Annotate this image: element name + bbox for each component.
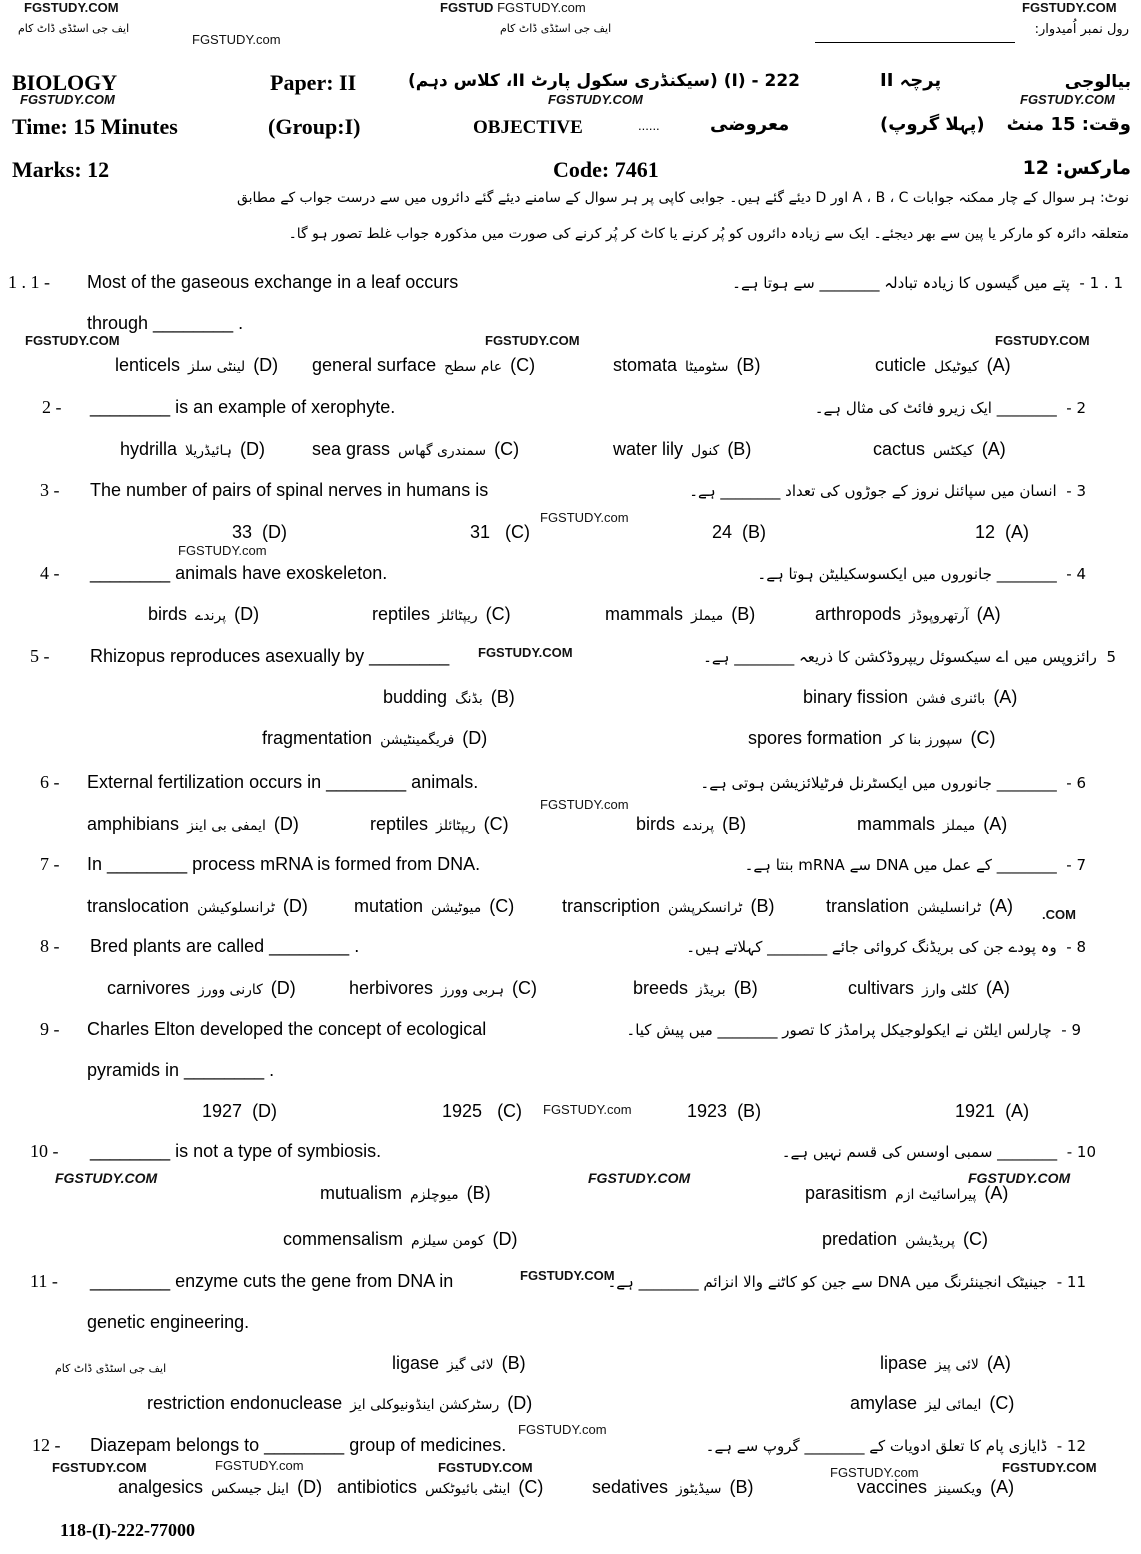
- watermark: FGSTUD: [440, 0, 494, 15]
- question-text: Diazepam belongs to ________ group of medicines.: [90, 1435, 507, 1455]
- question-number: 8 -: [40, 936, 60, 956]
- watermark: FGSTUDY.COM: [548, 92, 643, 107]
- watermark: FGSTUDY.com: [543, 1102, 632, 1117]
- option-a[interactable]: binary fission بائنری فشن (A): [803, 687, 1018, 707]
- option-d[interactable]: amphibians ایمفی بی اینز (D): [87, 814, 299, 834]
- section-type: OBJECTIVE: [473, 117, 583, 138]
- watermark: FGSTUDY.COM: [438, 1460, 533, 1475]
- option-a[interactable]: arthropods آرتھروپوڈز (A): [815, 604, 1001, 624]
- watermark: FGSTUDY.COM: [588, 1170, 691, 1186]
- instructions-line-2: متعلقہ دائرہ کو مارکر یا پین سے بھر دیجئے۔ ایک سے زیادہ دائروں کو پُر کرنے یا کاٹ کر پُر کرنے کی صورت میں مذکورہ جواب غلط تصور ہو گا۔: [288, 226, 1129, 242]
- question-number: 5 -: [30, 646, 50, 666]
- question-urdu: 3 - انسان میں سپائنل نروز کے جوڑوں کی تعداد ________ ہے۔: [689, 482, 1086, 500]
- paper-code: Code: 7461: [553, 157, 659, 182]
- time-allowed: Time: 15 Minutes: [12, 114, 178, 139]
- watermark-urdu: ایف جی اسٹڈی ڈاٹ کام: [18, 22, 130, 35]
- watermark: FGSTUDY.COM: [55, 1170, 158, 1186]
- question-text: The number of pairs of spinal nerves in humans is: [90, 480, 489, 500]
- option-c[interactable]: herbivores ہربی وورز (C): [349, 978, 538, 998]
- watermark: FGSTUDY.COM: [52, 1460, 147, 1475]
- option-c[interactable]: amylase ایمائی لیز (C): [850, 1393, 1015, 1413]
- question-number: 4 -: [40, 563, 60, 583]
- question-urdu: 8 - وہ پودے جن کی بریڈنگ کروائی جائے ________ کہلاتے ہیں۔: [686, 938, 1086, 956]
- option-c[interactable]: 1925 (C): [442, 1101, 523, 1121]
- question-number: 6 -: [40, 772, 60, 792]
- watermark: FGSTUDY.com: [215, 1458, 304, 1473]
- watermark: FGSTUDY.com: [540, 797, 629, 812]
- question-text-cont: pyramids in ________ .: [87, 1060, 275, 1080]
- group-label-urdu: (پہلا گروپ): [880, 114, 985, 135]
- watermark: FGSTUDY.COM: [1020, 92, 1115, 107]
- question-number: 1 . 1 -: [8, 272, 50, 292]
- option-d[interactable]: analgesics اینل جیسکس (D): [118, 1477, 323, 1497]
- question-text: In ________ process mRNA is formed from DNA.: [87, 854, 481, 874]
- option-a[interactable]: 1921 (A): [955, 1101, 1030, 1121]
- question-text: ________ is an example of xerophyte.: [90, 397, 396, 417]
- section-type-urdu: معروضی: [710, 114, 790, 135]
- option-a[interactable]: parasitism پیراسائیٹ ازم (A): [805, 1183, 1009, 1203]
- option-c[interactable]: reptiles ریپٹائلز (C): [372, 604, 511, 624]
- question-text: ________ is not a type of symbiosis.: [90, 1141, 382, 1161]
- question-text: Most of the gaseous exchange in a leaf occurs: [87, 272, 459, 292]
- option-c[interactable]: reptiles ریپٹائلز (C): [370, 814, 509, 834]
- subject-title: BIOLOGY: [12, 70, 118, 95]
- question-text-cont: through ________ .: [87, 313, 244, 333]
- question-text: Rhizopus reproduces asexually by ________: [90, 646, 450, 666]
- option-d[interactable]: lenticels لینٹی سلز (D): [115, 355, 279, 375]
- question-number: 11 -: [30, 1271, 58, 1291]
- watermark: FGSTUDY.com: [497, 0, 586, 15]
- watermark: FGSTUDY.COM: [968, 1170, 1071, 1186]
- watermark: FGSTUDY.COM: [20, 92, 115, 107]
- question-urdu: 10 - ________ سمبی اوسس کی قسم نہیں ہے۔: [781, 1143, 1096, 1161]
- option-c[interactable]: general surface عام سطح (C): [312, 355, 536, 375]
- question-number: 10 -: [30, 1141, 59, 1161]
- option-b[interactable]: 24 (B): [712, 522, 767, 542]
- group-label: (Group:I): [268, 114, 361, 139]
- option-d[interactable]: birds پرندے (D): [148, 604, 260, 624]
- option-d[interactable]: translocation ٹرانسلوکیشن (D): [87, 896, 308, 916]
- option-d[interactable]: fragmentation فریگمینٹیشن (D): [262, 728, 488, 748]
- question-number: 12 -: [32, 1435, 61, 1455]
- option-b[interactable]: breeds بریڈز (B): [633, 978, 758, 998]
- question-urdu: 12 - ڈایازی پام کا تعلق ادویات کے ________ گروپ سے ہے۔: [705, 1437, 1086, 1455]
- option-a[interactable]: translation ٹرانسلیشن (A): [826, 896, 1013, 916]
- question-urdu: 2 - ________ ایک زیرو فائٹ کی مثال ہے۔: [814, 399, 1086, 417]
- option-c[interactable]: mutation میوٹیشن (C): [354, 896, 515, 916]
- option-c[interactable]: spores formation سپورز بنا کر (C): [748, 728, 996, 748]
- question-urdu: 6 - ________ جانوروں میں ایکسٹرنل فرٹیلائزیشن ہوتی ہے۔: [700, 774, 1086, 792]
- question-number: 2 -: [42, 397, 62, 417]
- subject-title-urdu: بیالوجی: [1064, 72, 1131, 92]
- watermark: FGSTUDY.COM: [1002, 1460, 1097, 1475]
- option-c[interactable]: antibiotics اینٹی بائیوٹکس (C): [337, 1477, 544, 1497]
- watermark-urdu: ایف جی اسٹڈی ڈاٹ کام: [55, 1362, 167, 1375]
- watermark: FGSTUDY.com: [540, 510, 629, 525]
- option-b[interactable]: birds پرندے (B): [636, 814, 747, 834]
- option-d[interactable]: 33 (D): [232, 522, 288, 542]
- option-a[interactable]: vaccines ویکسینز (A): [857, 1477, 1015, 1497]
- watermark: FGSTUDY.com: [178, 543, 267, 558]
- watermark: FGSTUDY.COM: [995, 333, 1090, 348]
- paper-number-urdu: پرچہ II: [880, 70, 942, 91]
- option-b[interactable]: sedatives سیڈیٹوز (B): [592, 1477, 754, 1497]
- question-number: 7 -: [40, 854, 60, 874]
- option-b[interactable]: ligase لائی گیز (B): [392, 1353, 526, 1373]
- option-a[interactable]: mammals میملز (A): [857, 814, 1008, 834]
- question-urdu: 4 - ________ جانوروں میں ایکسوسکیلیٹن ہوتا ہے۔: [757, 565, 1086, 583]
- option-c[interactable]: sea grass سمندری گھاس (C): [312, 439, 520, 459]
- watermark: FGSTUDY.COM: [478, 645, 573, 660]
- footer-code: 118-(I)-222-77000: [60, 1520, 195, 1540]
- question-urdu: 9 - چارلس ایلٹن نے ایکولوجیکل پرامڈز کا تصور ________ میں پیش کیا۔: [626, 1021, 1081, 1039]
- option-b[interactable]: 1923 (B): [687, 1101, 762, 1121]
- watermark: FGSTUDY.com: [518, 1422, 607, 1437]
- question-text: ________ enzyme cuts the gene from DNA in: [90, 1271, 454, 1291]
- option-b[interactable]: transcription ٹرانسکرپشن (B): [562, 896, 775, 916]
- instructions-line-1: نوٹ: ہر سوال کے چار ممکنہ جوابات A ، B ، C اور D دیئے گئے ہیں۔ جوابی کاپی پر ہر سوال کے سامنے دیئے گئے دائروں میں سے درست جواب کے مطابق: [236, 190, 1129, 206]
- option-a[interactable]: cultivars کلٹی وارز (A): [848, 978, 1010, 998]
- option-a[interactable]: cactus کیکٹس (A): [873, 439, 1006, 459]
- option-d[interactable]: hydrilla ہائیڈریلا (D): [120, 439, 265, 459]
- option-b[interactable]: stomata سٹومیٹا (B): [613, 355, 761, 375]
- question-urdu: 1 . 1 - پتے میں گیسوں کا زیادہ تبادلہ ________ سے ہوتا ہے۔: [732, 274, 1123, 292]
- option-b[interactable]: budding بڈنگ (B): [383, 687, 515, 707]
- dots: ......: [638, 118, 660, 133]
- question-number: 9 -: [40, 1019, 60, 1039]
- question-text: External fertilization occurs in ________ animals.: [87, 772, 479, 792]
- roll-number-field[interactable]: [815, 42, 1015, 43]
- option-a[interactable]: cuticle کیوٹیکل (A): [875, 355, 1011, 375]
- option-b[interactable]: mutualism میوچلزم (B): [320, 1183, 491, 1203]
- paper-number: Paper: II: [270, 70, 357, 95]
- option-d[interactable]: carnivores کارنی وورز (D): [107, 978, 296, 998]
- watermark: FGSTUDY.COM: [1022, 0, 1117, 15]
- total-marks-urdu: مارکس: 12: [1022, 157, 1131, 179]
- roll-number-label: رول نمبر اُمیدوار:: [1034, 22, 1129, 37]
- question-urdu: 7 - ________ کے عمل میں DNA سے mRNA بنتا ہے۔: [744, 856, 1086, 874]
- option-b[interactable]: mammals میملز (B): [605, 604, 756, 624]
- option-c[interactable]: 31 (C): [470, 522, 531, 542]
- watermark: FGSTUDY.COM: [25, 333, 120, 348]
- watermark: FGSTUDY.COM: [485, 333, 580, 348]
- watermark: FGSTUDY.com: [830, 1465, 919, 1480]
- watermark: FGSTUDY.COM: [24, 0, 119, 15]
- total-marks: Marks: 12: [12, 157, 110, 182]
- watermark: FGSTUDY.COM: [520, 1268, 615, 1283]
- question-urdu: 5 رائزوپس میں اے سیکسوئل ریپروڈکشن کا ذریعہ ________ ہے۔: [703, 648, 1116, 666]
- watermark: .COM: [1042, 907, 1076, 922]
- question-text: Charles Elton developed the concept of ecological: [87, 1019, 487, 1039]
- question-text: Bred plants are called ________ .: [90, 936, 360, 956]
- paper-code-urdu: 222 - (I) (سیکنڈری سکول پارٹ II، کلاس دہم): [407, 71, 800, 91]
- option-a[interactable]: lipase لائی پیز (A): [880, 1353, 1011, 1373]
- option-d[interactable]: 1927 (D): [202, 1101, 278, 1121]
- question-text-cont: genetic engineering.: [87, 1312, 250, 1332]
- option-b[interactable]: water lily کنول (B): [613, 439, 752, 459]
- option-d[interactable]: restriction endonuclease رسٹرکشن اینڈونیوکلی ایز (D): [147, 1393, 533, 1413]
- watermark: FGSTUDY.com: [192, 32, 281, 47]
- watermark-urdu: ایف جی اسٹڈی ڈاٹ کام: [500, 22, 612, 35]
- option-d[interactable]: commensalism کومن سیلزم (D): [283, 1229, 518, 1249]
- question-number: 3 -: [40, 480, 60, 500]
- question-text: ________ animals have exoskeleton.: [90, 563, 388, 583]
- option-c[interactable]: predation پریڈیشن (C): [822, 1229, 988, 1249]
- question-urdu: 11 - جینیٹک انجینئرنگ میں DNA سے جین کو کاٹنے والا انزائم ________ ہے۔: [607, 1273, 1086, 1291]
- option-a[interactable]: 12 (A): [975, 522, 1030, 542]
- time-allowed-urdu: وقت: 15 منٹ: [1006, 114, 1131, 135]
